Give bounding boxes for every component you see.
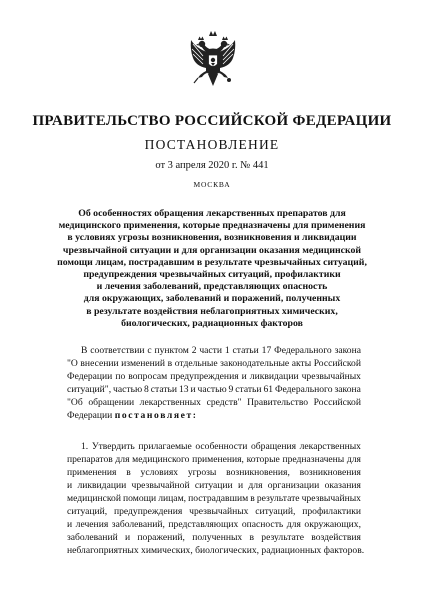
word: ликвидации — [249, 371, 299, 383]
word: и — [67, 480, 73, 492]
text-line — [67, 531, 361, 544]
word: которые — [246, 454, 280, 466]
word: прилагаемые — [138, 441, 192, 452]
word: чрезвычайных — [301, 493, 361, 505]
word: особенности — [195, 441, 248, 452]
text-line — [67, 453, 361, 466]
word: изменений — [121, 358, 166, 370]
word: ликвидации — [77, 480, 127, 492]
word: закона — [334, 384, 361, 396]
word: частью — [113, 384, 143, 396]
word: лицам, — [158, 493, 187, 505]
word: заболеваний, — [111, 519, 165, 531]
word: статьи — [235, 384, 262, 396]
word: 9 — [228, 384, 234, 396]
government-title: ПРАВИТЕЛЬСТВО РОССИЙСКОЙ ФЕДЕРАЦИИ — [32, 113, 392, 129]
text-line — [67, 518, 361, 531]
word: 1. — [81, 441, 89, 452]
word: ситуаций, — [255, 506, 296, 518]
word: 2 — [191, 345, 197, 356]
word: внесении — [80, 358, 119, 370]
word: Утвердить — [91, 441, 135, 452]
word: отдельные — [174, 358, 218, 370]
word: для — [115, 454, 130, 466]
word: для — [248, 480, 263, 492]
word: помощи — [123, 493, 157, 505]
word: "О — [67, 358, 78, 370]
decree-date-number: от 3 апреля 2020 г. № 441 — [155, 160, 269, 171]
word: законодательные — [220, 358, 290, 370]
word: с — [147, 345, 152, 356]
subject-line: предупреждения чрезвычайных ситуаций, профилактики — [83, 269, 341, 281]
word: предупреждения — [170, 371, 239, 383]
word: в — [167, 358, 173, 370]
text-line — [67, 492, 361, 505]
text-line — [67, 396, 361, 409]
word: в — [249, 532, 254, 544]
word: по — [115, 371, 126, 383]
word: воздействия — [311, 532, 361, 544]
word: медицинского — [132, 454, 190, 466]
word: в — [250, 493, 255, 505]
word: условиях — [140, 467, 179, 479]
word: возникновения — [299, 467, 361, 479]
word: и — [190, 384, 196, 396]
word: лечения — [75, 519, 109, 531]
word: и — [241, 371, 247, 383]
word: предназначены — [282, 454, 345, 466]
word: опасность — [241, 519, 284, 531]
word: ситуации — [194, 480, 233, 492]
word: медицинской — [67, 493, 121, 505]
text-line — [67, 466, 361, 479]
word: части — [199, 345, 223, 356]
text-fragment: Федерации — [67, 410, 113, 422]
word: Российской — [313, 358, 361, 370]
text-line — [67, 440, 361, 453]
issue-city: МОСКВА — [193, 180, 231, 189]
word: чрезвычайной — [131, 480, 190, 492]
word: препаратов — [67, 454, 113, 466]
word: частью — [197, 384, 227, 396]
word: для — [346, 454, 361, 466]
word: лекарственных — [139, 397, 201, 409]
word: предупреждения — [113, 506, 183, 518]
word: полученных — [192, 532, 243, 544]
word: средств" — [206, 397, 242, 409]
text-fragment: неблагоприятных химических, биологических, радиационных факторов. — [67, 545, 365, 557]
word: применения, — [192, 454, 244, 466]
word: пострадавшим — [188, 493, 249, 505]
word: Правительство — [247, 397, 309, 409]
word: статьи — [150, 384, 178, 396]
text-line — [67, 370, 361, 383]
text-line — [67, 383, 361, 396]
word: возникновения, — [226, 467, 290, 479]
word: для — [286, 519, 301, 531]
subject-line: для окружающих, заболеваний и поражений, полученных — [83, 293, 341, 305]
word: лекарственных — [299, 441, 361, 452]
word: чрезвычайных — [301, 371, 361, 383]
word: результате — [261, 532, 304, 544]
word: В — [81, 345, 88, 356]
subject-line: помощи лицам, пострадавшим в результате чрезвычайных ситуаций, — [57, 256, 367, 268]
word: акты — [291, 358, 312, 370]
word: обращении — [88, 397, 135, 409]
word: оказания — [324, 480, 361, 492]
word: применения — [67, 467, 117, 479]
word: организации — [267, 480, 320, 492]
word: заболеваний — [67, 532, 118, 544]
word: результате — [256, 493, 300, 505]
word: соответствии — [90, 345, 145, 356]
word: представляющих — [168, 519, 239, 531]
word: "Об — [67, 397, 83, 409]
word: угрозы — [187, 467, 217, 479]
word: и — [124, 532, 131, 544]
word: 1 — [224, 345, 230, 356]
decree-word: постановляет: — [114, 410, 198, 422]
subject-line: и лечения заболеваний, представляющих опасность — [96, 281, 328, 293]
word: поражений, — [137, 532, 185, 544]
word: в — [126, 467, 131, 479]
clause-1-paragraph — [67, 440, 365, 557]
subject-line: Об особенностях обращения лекарственных препаратов для — [78, 208, 346, 219]
subject-line: медицинского применения, которые предназначены для применения — [58, 220, 366, 232]
text-line — [67, 479, 361, 492]
preamble-paragraph — [67, 344, 361, 422]
word: ситуаций, — [67, 506, 108, 518]
word: 13 — [178, 384, 189, 396]
text-line — [67, 544, 365, 557]
word: профилактики — [302, 506, 361, 518]
word: вопросам — [128, 371, 168, 383]
word: Федерального — [274, 345, 332, 356]
word: пунктом — [154, 345, 189, 356]
word: и — [237, 480, 244, 492]
word: ситуаций", — [67, 384, 112, 396]
word: 17 — [261, 345, 272, 356]
word: статьи — [232, 345, 259, 356]
word: обращения — [250, 441, 297, 452]
subject-line: в результате воздействия неблагоприятных химических, — [86, 305, 338, 317]
subject-line: чрезвычайной ситуации и для организации оказания медицинской — [62, 244, 362, 256]
text-line — [67, 409, 361, 422]
word: Российской — [313, 397, 361, 409]
word: Федерации — [67, 371, 113, 383]
subject-line: биологических, радиационных факторов — [121, 317, 303, 329]
word: окружающих, — [304, 519, 361, 531]
text-line — [67, 357, 361, 370]
word: чрезвычайных — [189, 506, 249, 518]
document-type: ПОСТАНОВЛЕНИЕ — [144, 137, 280, 152]
text-line — [67, 344, 361, 357]
word: 61 — [263, 384, 274, 396]
word: и — [67, 519, 73, 531]
word: закона — [334, 345, 361, 356]
subject-line: в условиях угрозы возникновения, возникновения и ликвидации — [67, 232, 357, 244]
coat-of-arms-emblem — [188, 30, 238, 92]
text-line — [67, 505, 361, 518]
word: 8 — [144, 384, 149, 396]
decree-subject — [40, 208, 384, 330]
word: Федерального — [274, 384, 333, 396]
